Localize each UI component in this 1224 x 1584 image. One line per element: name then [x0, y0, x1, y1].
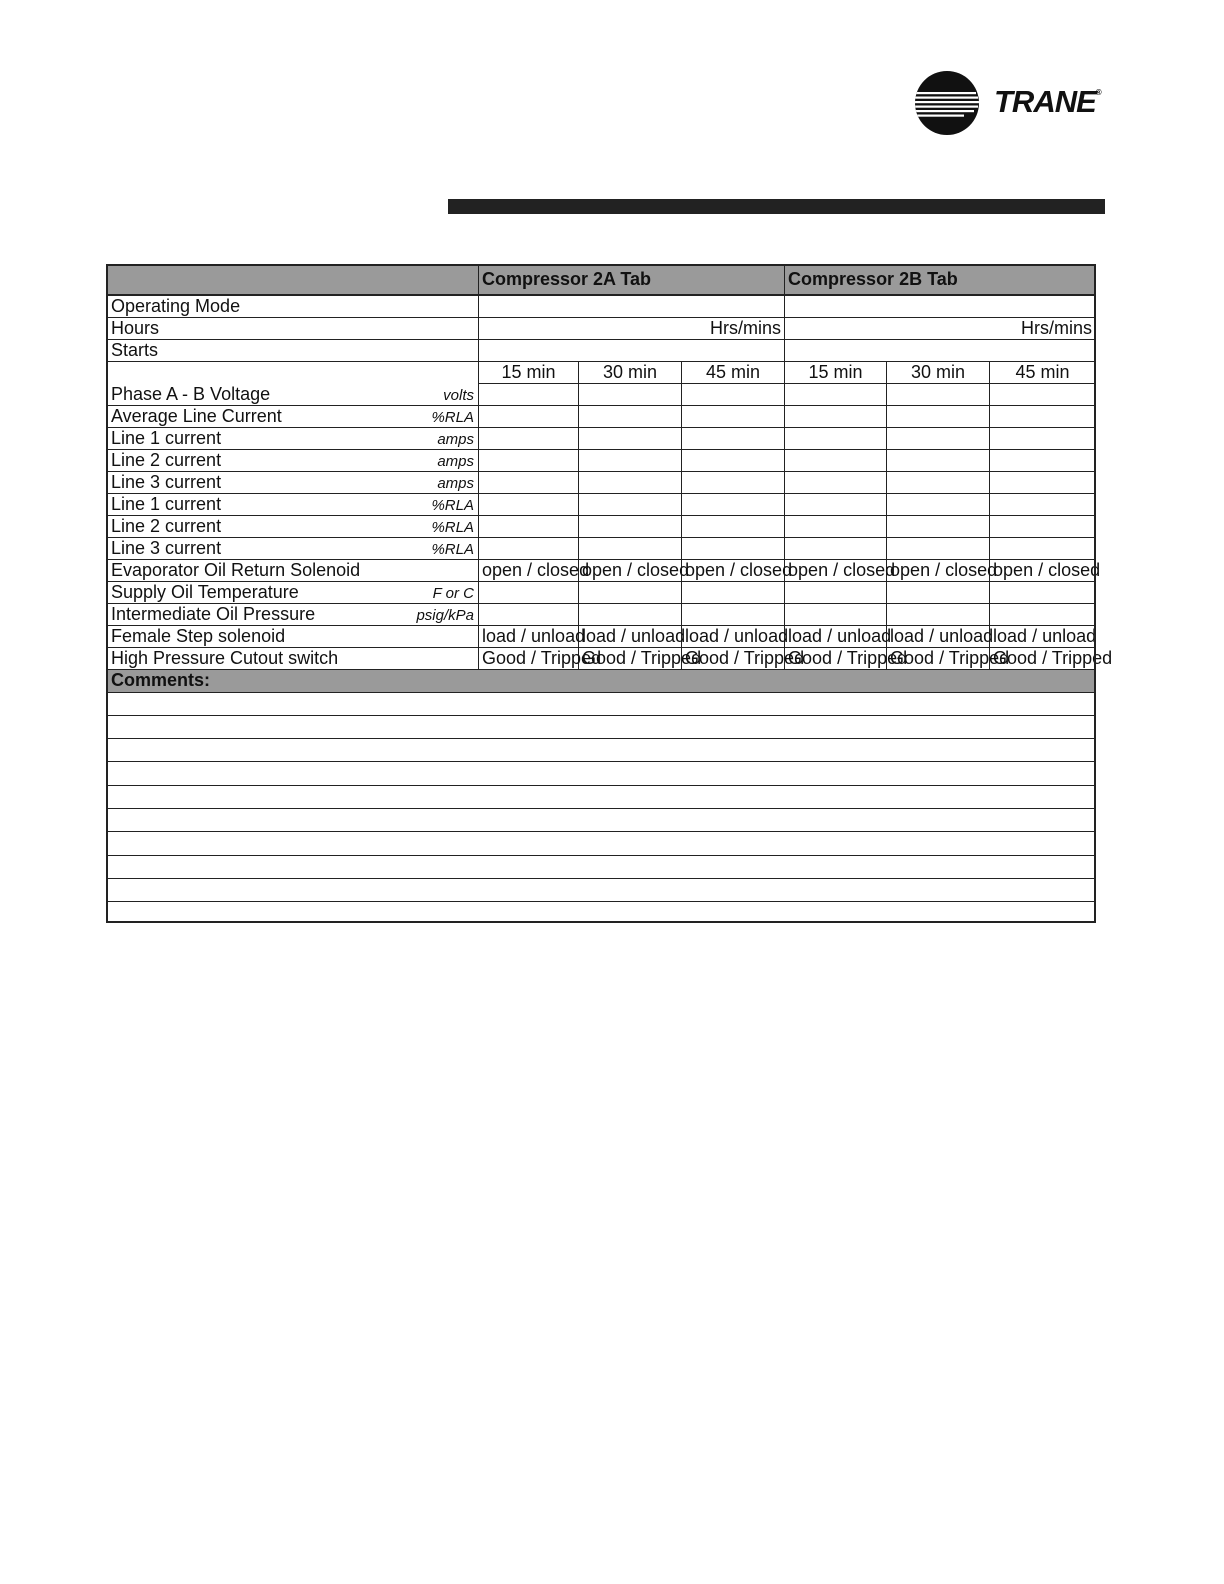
- entry-cell[interactable]: [990, 515, 1096, 537]
- row-unit: %RLA: [431, 518, 474, 536]
- comment-line[interactable]: [108, 692, 1096, 715]
- entry-cell[interactable]: [479, 493, 579, 515]
- table-header-row: [108, 266, 1096, 295]
- entry-cell[interactable]: [479, 537, 579, 559]
- starts-row: [108, 339, 1096, 361]
- header-rule: [448, 199, 1105, 214]
- load-unload-option[interactable]: load / unload: [990, 625, 1096, 647]
- comment-line[interactable]: [108, 715, 1096, 738]
- entry-cell[interactable]: [579, 405, 682, 427]
- row-unit: %RLA: [431, 540, 474, 558]
- brand-wordmark: TRANE®: [994, 84, 1101, 119]
- entry-cell[interactable]: [785, 427, 887, 449]
- entry-cell[interactable]: [579, 603, 682, 625]
- entry-cell[interactable]: [479, 515, 579, 537]
- good-tripped-option[interactable]: Good / Tripped: [990, 647, 1096, 669]
- checklist-table: [107, 265, 1113, 922]
- entry-cell[interactable]: [990, 449, 1096, 471]
- female-step-row: [108, 625, 1096, 647]
- row-unit: psig/kPa: [416, 606, 474, 624]
- entry-cell[interactable]: [887, 471, 990, 493]
- entry-cell[interactable]: [579, 581, 682, 603]
- row-label: Operating Mode: [108, 295, 479, 318]
- entry-cell[interactable]: [990, 427, 1096, 449]
- load-unload-option[interactable]: load / unload: [785, 625, 887, 647]
- row-label: Line 3 current: [111, 537, 222, 558]
- load-unload-option[interactable]: load / unload: [479, 625, 579, 647]
- supply-oil-row: [108, 581, 1096, 603]
- row-label: Line 2 current: [111, 515, 222, 536]
- entry-cell[interactable]: [887, 449, 990, 471]
- entry-cell[interactable]: [682, 471, 785, 493]
- row-label: Phase A - B Voltage: [111, 383, 271, 404]
- entry-cell[interactable]: [479, 449, 579, 471]
- entry-cell[interactable]: [579, 427, 682, 449]
- entry-cell[interactable]: [579, 537, 682, 559]
- entry-cell[interactable]: [785, 295, 1096, 318]
- row-label-cell: [108, 537, 479, 559]
- row-unit: F or C: [432, 584, 474, 602]
- open-closed-option[interactable]: open / closed: [887, 559, 990, 581]
- good-tripped-option[interactable]: Good / Tripped: [785, 647, 887, 669]
- comment-line[interactable]: [108, 855, 1096, 878]
- row-unit: %RLA: [431, 408, 474, 426]
- entry-cell[interactable]: [785, 471, 887, 493]
- entry-cell[interactable]: [682, 449, 785, 471]
- reading-row: [108, 537, 1096, 559]
- row-label: Line 2 current: [111, 449, 222, 470]
- row-unit: %RLA: [431, 496, 474, 514]
- entry-cell[interactable]: [990, 581, 1096, 603]
- open-closed-option[interactable]: open / closed: [479, 559, 579, 581]
- compressor-2b-header: Compressor 2B Tab: [785, 266, 1096, 295]
- row-unit: amps: [437, 474, 474, 492]
- entry-cell[interactable]: [682, 603, 785, 625]
- entry-cell[interactable]: [579, 383, 682, 405]
- hours-row: [108, 317, 1096, 339]
- entry-cell[interactable]: [479, 427, 579, 449]
- entry-cell[interactable]: [785, 515, 887, 537]
- comments-label: Comments:: [108, 669, 1096, 692]
- time-header: 45 min: [990, 361, 1096, 383]
- reading-row: [108, 449, 1096, 471]
- good-tripped-option[interactable]: Good / Tripped: [682, 647, 785, 669]
- entry-cell[interactable]: [990, 493, 1096, 515]
- time-header: 15 min: [785, 361, 887, 383]
- compressor-2a-header: Compressor 2A Tab: [479, 266, 785, 295]
- row-unit: volts: [443, 386, 474, 404]
- row-label-cell: [108, 603, 479, 625]
- good-tripped-option[interactable]: Good / Tripped: [479, 647, 579, 669]
- load-unload-option[interactable]: load / unload: [682, 625, 785, 647]
- row-label: Starts: [108, 339, 479, 361]
- entry-cell[interactable]: [990, 405, 1096, 427]
- inter-oil-row: [108, 603, 1096, 625]
- entry-cell[interactable]: [785, 339, 1096, 361]
- entry-cell[interactable]: [887, 537, 990, 559]
- row-label-cell: [108, 493, 479, 515]
- entry-cell[interactable]: [887, 581, 990, 603]
- comment-line[interactable]: [108, 785, 1096, 808]
- trane-emblem-icon: [914, 70, 980, 136]
- row-label: Evaporator Oil Return Solenoid: [108, 559, 479, 581]
- row-label: Average Line Current: [111, 405, 282, 426]
- row-label: Intermediate Oil Pressure: [111, 603, 316, 624]
- entry-cell[interactable]: [479, 581, 579, 603]
- row-label-cell: [108, 427, 479, 449]
- load-unload-option[interactable]: load / unload: [579, 625, 682, 647]
- entry-cell[interactable]: [682, 405, 785, 427]
- row-label-cell: [108, 515, 479, 537]
- row-label-cell: [108, 361, 479, 405]
- entry-cell[interactable]: [479, 405, 579, 427]
- row-label-cell: [108, 405, 479, 427]
- entry-cell[interactable]: [682, 493, 785, 515]
- operating-mode-row: [108, 295, 1096, 318]
- entry-cell[interactable]: [785, 537, 887, 559]
- row-label: Supply Oil Temperature: [111, 581, 299, 602]
- row-label: Line 1 current: [111, 427, 222, 448]
- entry-cell[interactable]: [479, 471, 579, 493]
- high-pressure-row: [108, 647, 1096, 669]
- time-header: 45 min: [682, 361, 785, 383]
- entry-cell[interactable]: [887, 405, 990, 427]
- entry-cell[interactable]: [887, 383, 990, 405]
- row-label: Line 1 current: [111, 493, 222, 514]
- hours-2a-cell[interactable]: Hrs/mins: [479, 317, 785, 339]
- reading-row: [108, 405, 1096, 427]
- entry-cell[interactable]: [682, 537, 785, 559]
- comment-line[interactable]: [108, 762, 1096, 785]
- row-label: High Pressure Cutout switch: [108, 647, 479, 669]
- times-row: [108, 361, 1096, 383]
- row-label: Female Step solenoid: [108, 625, 479, 647]
- entry-cell[interactable]: [785, 449, 887, 471]
- reading-row: [108, 427, 1096, 449]
- time-header: 15 min: [479, 361, 579, 383]
- good-tripped-option[interactable]: Good / Tripped: [579, 647, 682, 669]
- open-closed-option[interactable]: open / closed: [990, 559, 1096, 581]
- row-label-cell: [108, 581, 479, 603]
- open-closed-option[interactable]: open / closed: [579, 559, 682, 581]
- row-unit: amps: [437, 452, 474, 470]
- open-closed-option[interactable]: open / closed: [682, 559, 785, 581]
- entry-cell[interactable]: [887, 515, 990, 537]
- entry-cell[interactable]: [579, 515, 682, 537]
- entry-cell[interactable]: [990, 383, 1096, 405]
- trane-logo: [914, 70, 1109, 136]
- entry-cell[interactable]: [785, 383, 887, 405]
- entry-cell[interactable]: [479, 383, 579, 405]
- entry-cell[interactable]: [990, 537, 1096, 559]
- comments-header-row: [108, 669, 1096, 692]
- entry-cell[interactable]: [682, 515, 785, 537]
- reading-row: [108, 471, 1096, 493]
- time-header: 30 min: [579, 361, 682, 383]
- entry-cell[interactable]: [479, 295, 785, 318]
- entry-cell[interactable]: [682, 581, 785, 603]
- evap-oil-row: [108, 559, 1096, 581]
- entry-cell[interactable]: [579, 449, 682, 471]
- entry-cell[interactable]: [887, 603, 990, 625]
- comment-line[interactable]: [108, 739, 1096, 762]
- reading-row: [108, 493, 1096, 515]
- row-unit: amps: [437, 430, 474, 448]
- entry-cell[interactable]: [990, 603, 1096, 625]
- hours-2b-cell[interactable]: Hrs/mins: [785, 317, 1096, 339]
- open-closed-option[interactable]: open / closed: [785, 559, 887, 581]
- entry-cell[interactable]: [579, 493, 682, 515]
- entry-cell[interactable]: [682, 383, 785, 405]
- comment-line[interactable]: [108, 808, 1096, 831]
- entry-cell[interactable]: [785, 493, 887, 515]
- row-label-cell: [108, 449, 479, 471]
- entry-cell[interactable]: [785, 405, 887, 427]
- time-header: 30 min: [887, 361, 990, 383]
- entry-cell[interactable]: [682, 427, 785, 449]
- entry-cell[interactable]: [887, 493, 990, 515]
- row-label-cell: [108, 471, 479, 493]
- entry-cell[interactable]: [887, 427, 990, 449]
- entry-cell[interactable]: [479, 339, 785, 361]
- comment-line[interactable]: [108, 832, 1096, 855]
- row-label: Hours: [108, 317, 479, 339]
- entry-cell[interactable]: [990, 471, 1096, 493]
- reading-row: [108, 515, 1096, 537]
- good-tripped-option[interactable]: Good / Tripped: [887, 647, 990, 669]
- entry-cell[interactable]: [785, 603, 887, 625]
- row-label: Line 3 current: [111, 471, 222, 492]
- entry-cell[interactable]: [479, 603, 579, 625]
- comment-line[interactable]: [108, 878, 1096, 901]
- entry-cell[interactable]: [579, 471, 682, 493]
- entry-cell[interactable]: [785, 581, 887, 603]
- load-unload-option[interactable]: load / unload: [887, 625, 990, 647]
